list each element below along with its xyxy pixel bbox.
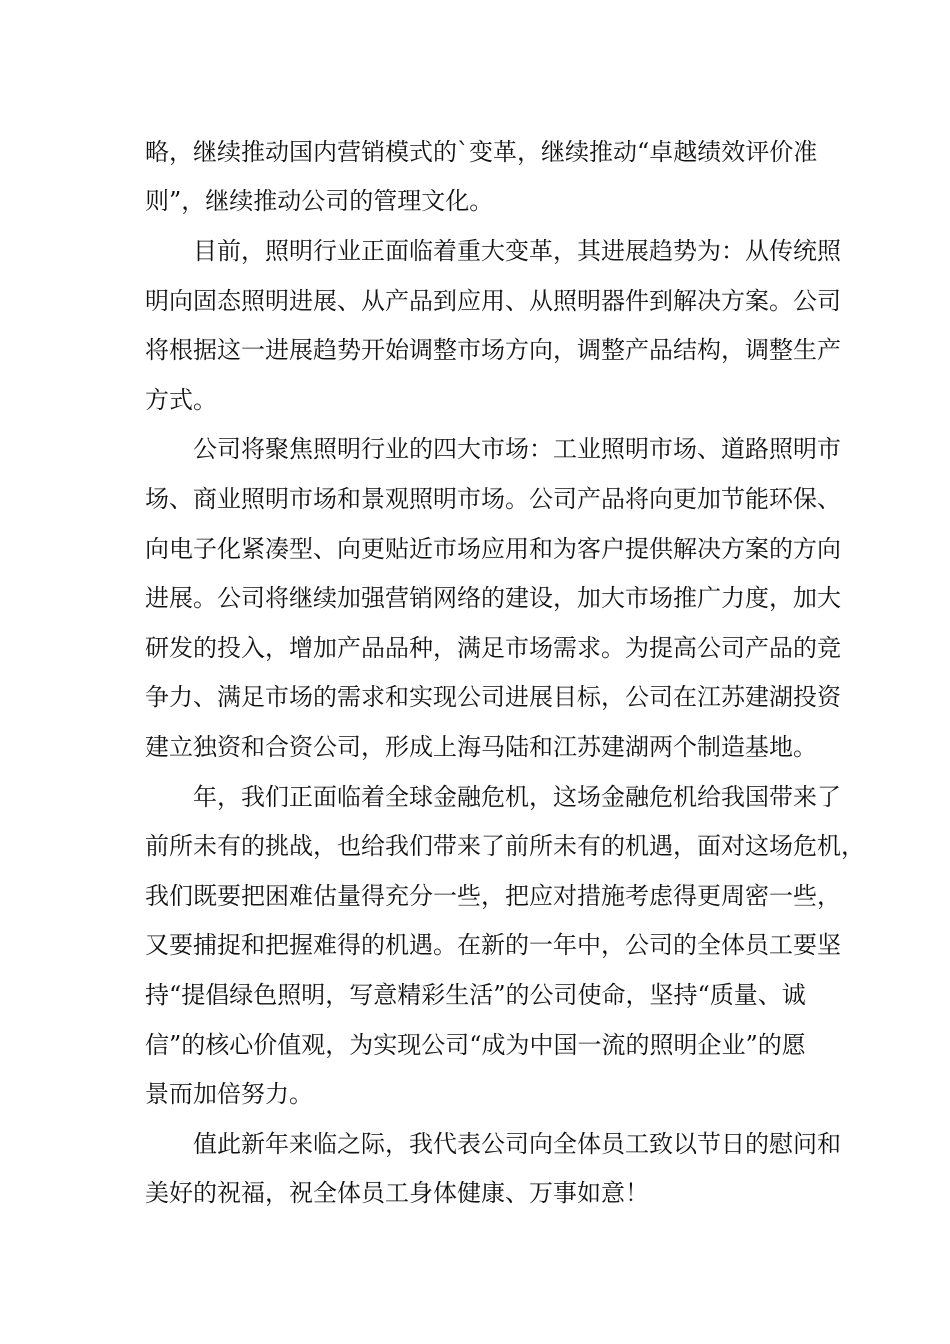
paragraph-line: 年，我们正面临着全球金融危机，这场金融危机给我国带来了 [193,783,841,811]
paragraph-line: 向电子化紧凑型、向更贴近市场应用和为客户提供解决方案的方向 [145,535,841,563]
paragraph-line: 进展。公司将继续加强营销网络的建设，加大市场推广力度，加大 [145,584,841,612]
paragraph-line: 信”的核心价值观，为实现公司“成为中国一流的照明企业”的愿 [145,1031,806,1059]
paragraph-line: 我们既要把困难估量得充分一些，把应对措施考虑得更周密一些， [145,882,841,910]
paragraph-line: 值此新年来临之际，我代表公司向全体员工致以节日的慰问和 [193,1130,841,1158]
paragraph-line: 略，继续推动国内营销模式的`变革，继续推动“卓越绩效评价准 [145,138,818,166]
paragraph-line: 争力、满足市场的需求和实现公司进展目标，公司在江苏建湖投资 [145,683,841,711]
paragraph-line: 场、商业照明市场和景观照明市场。公司产品将向更加节能环保、 [145,485,841,513]
paragraph-line: 建立独资和合资公司，形成上海马陆和江苏建湖两个制造基地。 [145,733,817,761]
paragraph-line: 美好的祝福，祝全体员工身体健康、万事如意！ [145,1179,649,1207]
paragraph-line: 方式。 [145,386,217,414]
paragraph-line: 持“提倡绿色照明，写意精彩生活”的公司使命，坚持“质量、诚 [145,981,806,1009]
paragraph-line: 研发的投入，增加产品品种，满足市场需求。为提高公司产品的竞 [145,634,841,662]
paragraph-line: 前所未有的挑战，也给我们带来了前所未有的机遇，面对这场危机， [145,832,865,860]
paragraph-line: 景而加倍努力。 [145,1080,313,1108]
paragraph-line: 目前，照明行业正面临着重大变革，其进展趋势为：从传统照 [193,237,841,265]
paragraph-line: 公司将聚焦照明行业的四大市场：工业照明市场、道路照明市 [193,435,841,463]
paragraph-line: 明向固态照明进展、从产品到应用、从照明器件到解决方案。公司 [145,287,841,315]
paragraph-line: 则”，继续推动公司的管理文化。 [145,187,494,215]
paragraph-line: 将根据这一进展趋势开始调整市场方向，调整产品结构，调整生产 [145,336,841,364]
paragraph-line: 又要捕捉和把握难得的机遇。在新的一年中，公司的全体员工要坚 [145,931,841,959]
